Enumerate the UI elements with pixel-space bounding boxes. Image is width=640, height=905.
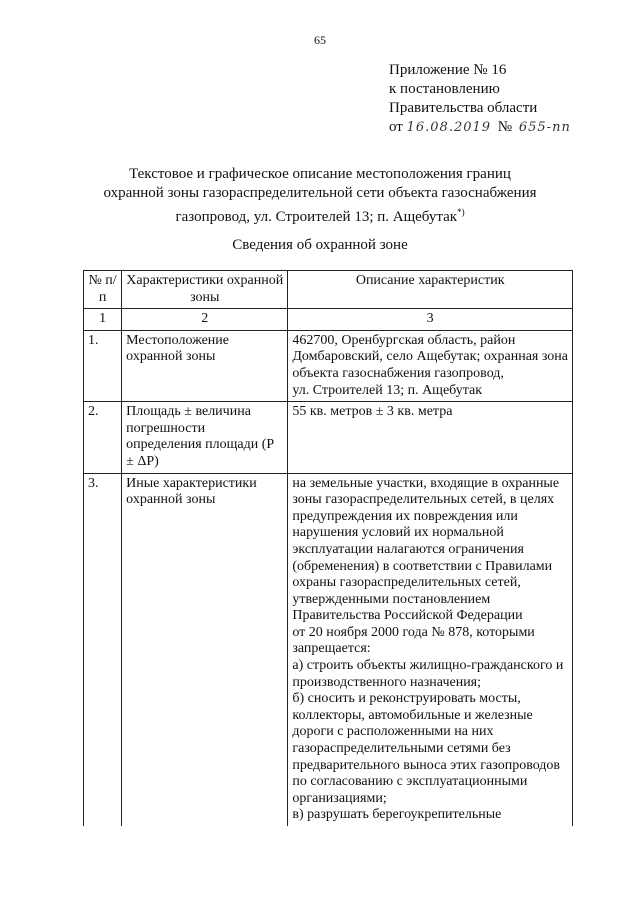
handwritten-date: 16.08.2019 <box>406 120 492 135</box>
annex-date-line <box>389 118 571 137</box>
document-title <box>60 165 580 227</box>
description-line: производственного назначения; <box>292 674 482 690</box>
column-number-row <box>84 309 573 331</box>
row-description <box>288 473 573 826</box>
description-line: запрещается: <box>292 641 371 657</box>
annex-line-3: Правительства области <box>389 100 538 116</box>
table-row <box>84 473 573 826</box>
title-line-3 <box>60 203 580 227</box>
title-line-3-text: газопровод, ул. Строителей 13; п. Ащебутак <box>175 209 458 225</box>
footnote-mark: *) <box>457 207 465 217</box>
handwritten-number: 655-пп <box>518 120 571 135</box>
row-description <box>288 330 573 401</box>
description-line: коллекторы, автомобильные и железные <box>292 707 533 723</box>
description-line: объекта газоснабжения газопровод, <box>292 365 504 381</box>
description-line: на земельные участки, входящие в охранные <box>292 475 560 491</box>
date-prefix: от <box>389 119 403 135</box>
description-line: в) разрушать берегоукрепительные <box>292 807 502 823</box>
row-number: 2. <box>84 402 122 473</box>
description-line: Домбаровский, село Ащебутак; охранная зона <box>292 349 568 365</box>
description-line: организациями; <box>292 790 387 806</box>
page-number: 65 <box>314 33 326 47</box>
description-line: дороги с расположенными на них <box>292 724 494 740</box>
description-line: зоны газораспределительных сетей, в целях <box>292 492 555 508</box>
description-line: утвержденными постановлением <box>292 591 491 607</box>
description-line: 55 кв. метров ± 3 кв. метра <box>292 404 453 420</box>
row-characteristic: Площадь ± величина погрешности определения площади (Р ± ΔР) <box>122 402 288 473</box>
description-line: (обременения) в соответствии с Правилами <box>292 558 553 574</box>
description-line: эксплуатации налагаются ограничения <box>292 541 524 557</box>
description-line: 462700, Оренбургская область, район <box>292 332 516 348</box>
column-number-3: 3 <box>288 309 573 331</box>
table-row <box>84 330 573 401</box>
number-sign: № <box>497 119 513 135</box>
header-description: Описание характеристик <box>288 271 573 309</box>
header-characteristic: Характеристики охранной зоны <box>122 271 288 309</box>
table-header-row <box>84 271 573 309</box>
description-line: охраны газораспределительных сетей, <box>292 575 521 591</box>
table-row <box>84 402 573 473</box>
description-line: нарушения условий их нормальной <box>292 525 504 541</box>
row-description <box>288 402 573 473</box>
description-line: ул. Строителей 13; п. Ащебутак <box>292 382 483 398</box>
row-characteristic: Местоположение охранной зоны <box>122 330 288 401</box>
row-number: 3. <box>84 473 122 826</box>
header-number: № п/п <box>84 271 122 309</box>
annex-line-2: к постановлению <box>389 81 500 97</box>
section-subtitle: Сведения об охранной зоне <box>232 237 408 253</box>
description-line: по согласованию с эксплуатационными <box>292 774 528 790</box>
description-line: от 20 ноября 2000 года № 878, которыми <box>292 624 535 640</box>
description-line: б) сносить и реконструировать мосты, <box>292 691 521 707</box>
description-line: газораспределительными сетями без <box>292 741 511 757</box>
zone-info-table <box>83 270 573 826</box>
description-line: Правительства Российской Федерации <box>292 608 523 624</box>
title-line-1: Текстовое и графическое описание местоположения границ <box>129 166 511 182</box>
description-line: предварительного выноса этих газопроводов <box>292 757 561 773</box>
column-number-1: 1 <box>84 309 122 331</box>
column-number-2: 2 <box>122 309 288 331</box>
title-line-2: охранной зоны газораспределительной сети объекта газоснабжения <box>103 185 537 201</box>
description-line: а) строить объекты жилищно-гражданского и <box>292 658 564 674</box>
row-characteristic: Иные характеристики охранной зоны <box>122 473 288 826</box>
annex-line-1: Приложение № 16 <box>389 62 507 78</box>
annex-header <box>389 61 571 137</box>
row-number: 1. <box>84 330 122 401</box>
description-line: предупреждения их повреждения или <box>292 508 518 524</box>
